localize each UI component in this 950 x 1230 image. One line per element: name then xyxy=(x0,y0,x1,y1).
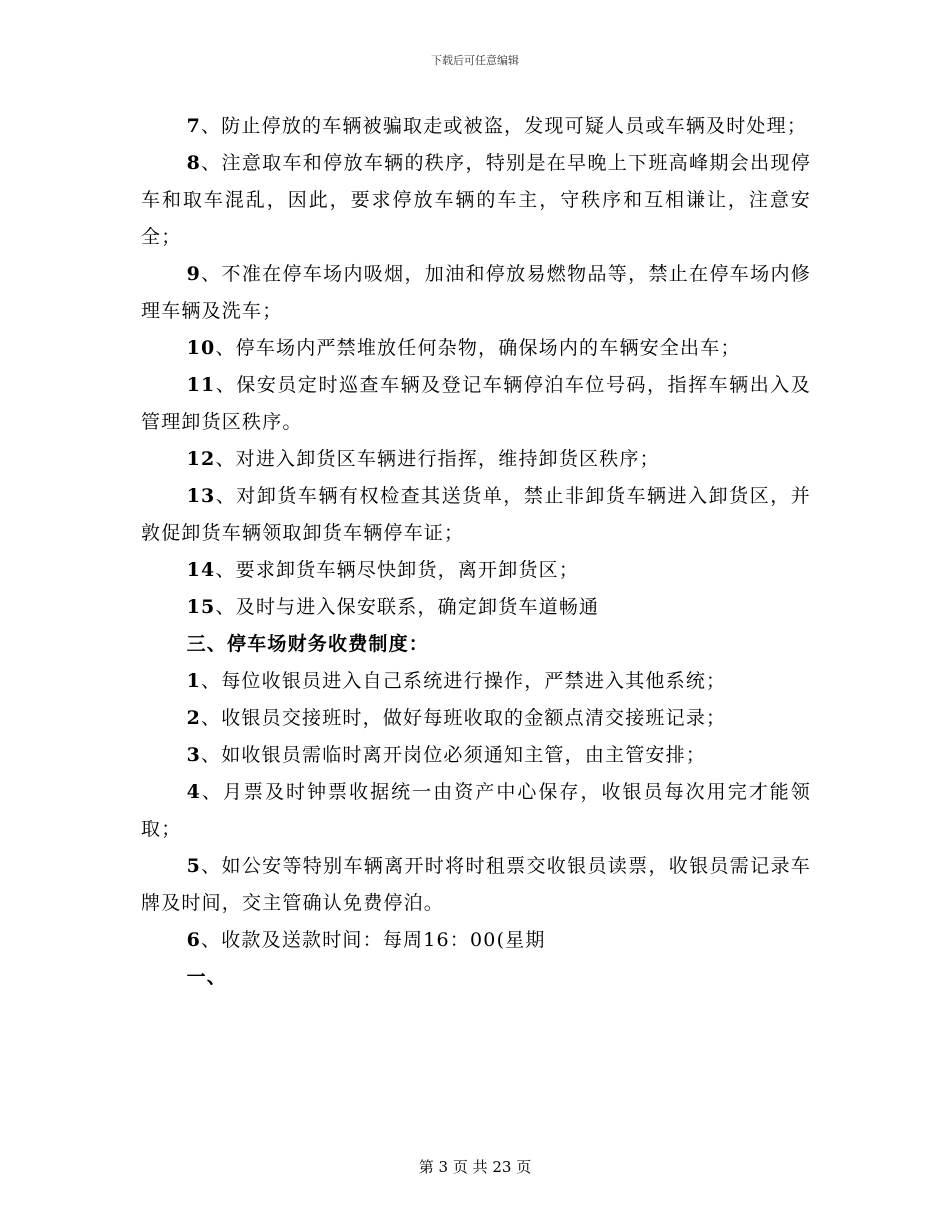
item-text: 、收银员交接班时，做好每班收取的金额点清交接班记录； xyxy=(201,707,727,729)
section-item-2 xyxy=(141,700,811,737)
item-number: 3 xyxy=(186,744,202,766)
list-item-7 xyxy=(141,108,811,145)
item-number: 1 xyxy=(186,670,202,692)
list-item-8 xyxy=(141,145,811,256)
item-number: 15 xyxy=(186,596,216,618)
item-number: 5 xyxy=(186,855,202,877)
list-item-9 xyxy=(141,256,811,330)
item-text: 、月票及时钟票收据统一由资产中心保存，收银员每次用完才能领取； xyxy=(141,781,811,840)
item-text: 、防止停放的车辆被骗取走或被盗，发现可疑人员或车辆及时处理； xyxy=(201,115,808,137)
item-number: 2 xyxy=(186,707,202,729)
page-footer-number: 第 3 页 共 23 页 xyxy=(418,1158,532,1176)
item-text: 、不准在停车场内吸烟，加油和停放易燃物品等，禁止在停车场内修理车辆及洗车； xyxy=(141,263,811,322)
item-text: 、对进入卸货区车辆进行指挥，维持卸货区秩序； xyxy=(215,448,660,470)
section-heading: 三、停车场财务收费制度： xyxy=(186,633,429,655)
item-number: 7 xyxy=(186,115,202,137)
item-text: 、及时与进入保安联系，确定卸货车道畅通 xyxy=(215,596,600,618)
list-item-14 xyxy=(141,552,811,589)
section-item-4 xyxy=(141,774,811,848)
item-text: 、如收银员需临时离开岗位必须通知主管，由主管安排； xyxy=(201,744,707,766)
item-number: 9 xyxy=(186,263,202,285)
item-number: 13 xyxy=(186,485,216,507)
item-text: 、注意取车和停放车辆的秩序，特别是在早晚上下班高峰期会出现停车和取车混乱，因此，要求停放车辆的车主，守秩序和互相谦让，注意安全； xyxy=(141,152,811,248)
section-item-5 xyxy=(141,848,811,922)
list-item-11 xyxy=(141,367,811,441)
item-number: 4 xyxy=(186,781,202,803)
list-item-13 xyxy=(141,478,811,552)
item-text: 、保安员定时巡查车辆及登记车辆停泊车位号码，指挥车辆出入及管理卸货区秩序。 xyxy=(141,374,811,433)
document-body xyxy=(141,108,811,996)
item-number: 10 xyxy=(186,337,216,359)
item-number: 6 xyxy=(186,929,202,951)
item-text: 、停车场内严禁堆放任何杂物，确保场内的车辆安全出车； xyxy=(215,337,741,359)
section-item-3 xyxy=(141,737,811,774)
item-text: 、对卸货车辆有权检查其送货单，禁止非卸货车辆进入卸货区，并敦促卸货车辆领取卸货车辆停车证； xyxy=(141,485,811,544)
list-item-10 xyxy=(141,330,811,367)
section-item-1 xyxy=(141,663,811,700)
item-number: 14 xyxy=(186,559,216,581)
item-text: 、收款及送款时间：每周16：00(星期 xyxy=(201,929,546,951)
section-item-6 xyxy=(141,922,811,959)
trailing-heading: 一、 xyxy=(186,966,227,988)
page-header-note: 下载后可任意编辑 xyxy=(431,54,519,67)
list-item-15 xyxy=(141,589,811,626)
item-number: 11 xyxy=(186,374,216,396)
item-text: 、如公安等特别车辆离开时将时租票交收银员读票，收银员需记录车牌及时间，交主管确认免费停泊。 xyxy=(141,855,811,914)
item-number: 12 xyxy=(186,448,216,470)
item-text: 、要求卸货车辆尽快卸货，离开卸货区； xyxy=(215,559,580,581)
item-text: 、每位收银员进入自己系统进行操作，严禁进入其他系统； xyxy=(201,670,727,692)
list-item-12 xyxy=(141,441,811,478)
item-number: 8 xyxy=(186,152,202,174)
